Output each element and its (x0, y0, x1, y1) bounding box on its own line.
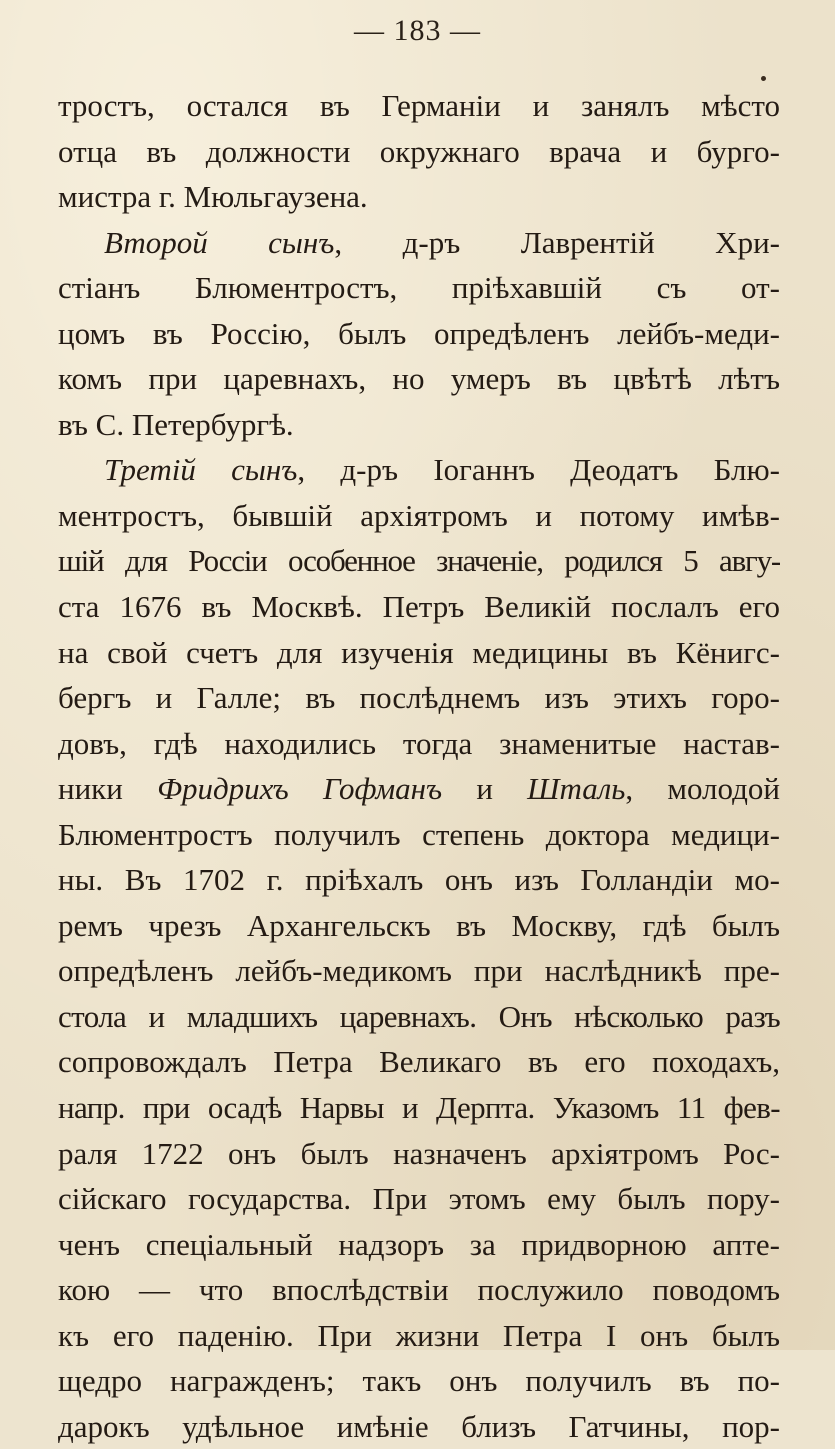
text-line: щедро награжденъ; такъ онъ получилъ въ по- (58, 1363, 780, 1399)
text-line: напр. при осадѣ Нарвы и Дерпта. Указомъ 11 фев- (58, 1090, 780, 1126)
italic-name-hoffmann: Фридрихъ Гофманъ (157, 771, 443, 807)
text-line: въ С. Петербургѣ. (58, 406, 294, 442)
italic-phrase: Второй сынъ (104, 224, 335, 260)
text-line: ментростъ, бывшій архіятромъ и потому имѣв- (58, 497, 780, 533)
text-line: шій для Россіи особенное значеніе, родился 5 авгу- (58, 543, 780, 579)
text-line: довъ, гдѣ находились тогда знаменитые настав- (58, 725, 780, 761)
ink-speck (761, 76, 766, 81)
text-line: тростъ, остался въ Германіи и занялъ мѣсто (58, 88, 780, 123)
text-line: комъ при царевнахъ, но умеръ въ цвѣтѣ лѣтъ (58, 361, 780, 397)
text-line: ны. Въ 1702 г. пріѣхалъ онъ изъ Голландіи мо- (58, 862, 780, 898)
text-line: сійскаго государства. При этомъ ему былъ пору- (58, 1181, 780, 1217)
paragraph-start-line: Второй сынъ, д-ръ Лаврентій Хри- (104, 224, 780, 260)
text-line: раля 1722 онъ былъ назначенъ архіятромъ Рос- (58, 1135, 780, 1171)
text-line: отца въ должности окружнаго врача и бурго- (58, 133, 780, 169)
italic-phrase: Третій сынъ (104, 452, 298, 488)
italic-name-stahl: Шталь (527, 771, 626, 807)
text-line: кою — что впослѣдствіи послужило поводомъ (58, 1272, 780, 1308)
text-line: Блюментростъ получилъ степень доктора медици- (58, 816, 780, 852)
text-line: ста 1676 въ Москвѣ. Петръ Великій послалъ его (58, 589, 780, 625)
body-text (58, 83, 780, 1449)
text-line: мистра г. Мюльгаузена. (58, 179, 368, 215)
text-line: ченъ спеціальный надзоръ за придворною апте- (58, 1226, 780, 1262)
text-line: стола и младшихъ царевнахъ. Онъ нѣсколько разъ (58, 998, 780, 1034)
text-line: дарокъ удѣльное имѣніе близъ Гатчины, пор- (58, 1408, 780, 1444)
text-line: ремъ чрезъ Архангельскъ въ Москву, гдѣ былъ (58, 907, 780, 943)
text-line: на свой счетъ для изученія медицины въ Кёнигс- (58, 634, 780, 670)
text-line: къ его паденію. При жизни Петра I онъ былъ (58, 1317, 780, 1353)
text-line: бергъ и Галле; въ послѣднемъ изъ этихъ горо- (58, 680, 780, 716)
text-line: сопровождалъ Петра Великаго въ его походахъ, (58, 1044, 780, 1080)
text-line: опредѣленъ лейбъ-медикомъ при наслѣдникѣ пре- (58, 953, 780, 989)
text-line: ники Фридрихъ Гофманъ и Шталь, молодой (58, 771, 780, 807)
page-number: — 183 — (354, 14, 481, 47)
text-line: стіанъ Блюментростъ, пріѣхавшій съ от- (58, 270, 780, 306)
paragraph-start-line: Третій сынъ, д-ръ Іоганнъ Деодатъ Блю- (104, 452, 780, 488)
text-line: цомъ въ Россію, былъ опредѣленъ лейбъ-меди- (58, 315, 780, 351)
